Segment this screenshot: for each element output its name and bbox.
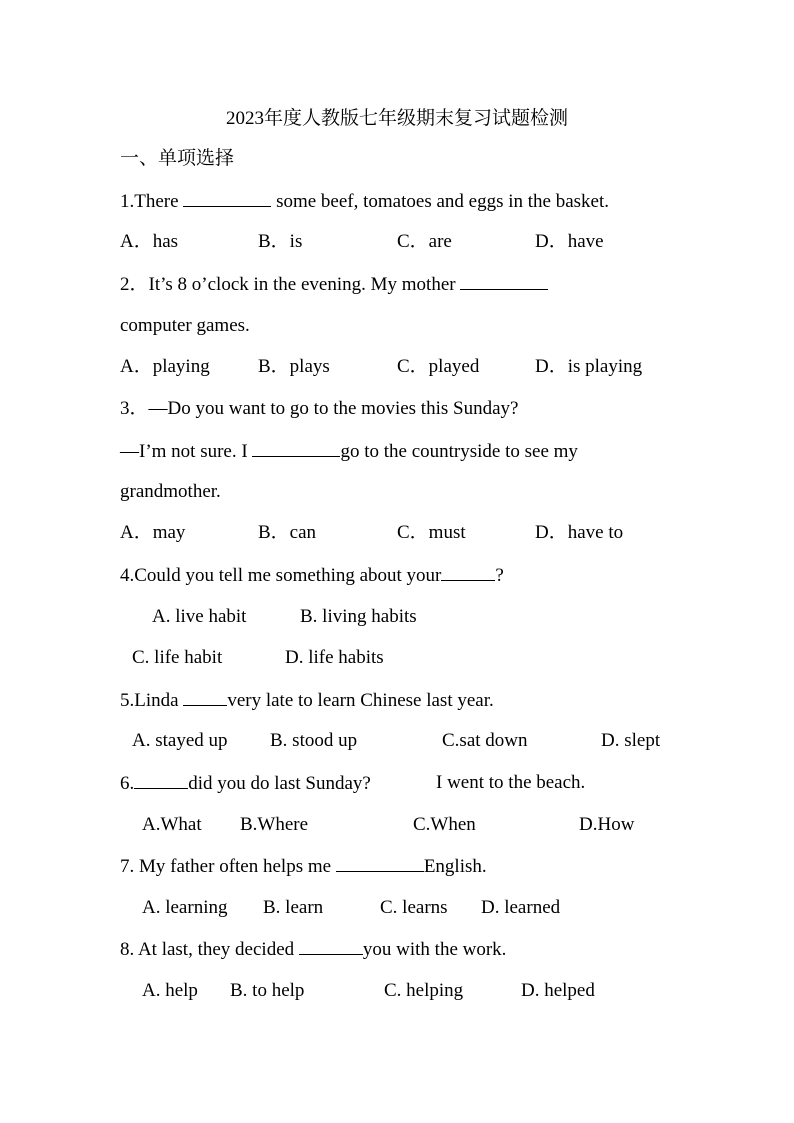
option-a[interactable]: A. learning (142, 897, 228, 918)
answer-blank[interactable] (134, 772, 188, 789)
answer-blank[interactable] (441, 564, 495, 581)
option-a[interactable]: A．playing (120, 356, 210, 377)
section-heading: 一、单项选择 (120, 148, 235, 169)
option-a[interactable]: A．may (120, 522, 186, 543)
option-b[interactable]: B．can (258, 522, 317, 543)
option-b[interactable]: B．is (258, 231, 303, 252)
page-title: 2023年度人教版七年级期末复习试题检测 (225, 108, 568, 129)
question-text: 2．It’s 8 o’clock in the evening. My mother (120, 274, 461, 295)
answer-blank[interactable] (336, 855, 424, 872)
option-b[interactable]: B.Where (240, 814, 309, 835)
option-d[interactable]: D.How (579, 814, 635, 835)
option-d[interactable]: D．have (535, 231, 604, 252)
question-8 (120, 938, 506, 961)
answer-blank[interactable] (299, 938, 363, 955)
answer-blank[interactable] (183, 190, 271, 207)
option-c[interactable]: C. learns (380, 897, 448, 918)
option-a[interactable]: A．has (120, 231, 179, 252)
question-text: go to the countryside to see my (340, 441, 578, 462)
option-a[interactable]: A. help (142, 980, 198, 1001)
question-text: —I’m not sure. I (120, 441, 253, 462)
question-text: did you do last Sunday? (188, 773, 371, 794)
question-1 (120, 190, 609, 213)
question-text: grandmother. (120, 481, 221, 502)
option-d[interactable]: D. helped (521, 980, 595, 1001)
option-c[interactable]: C．are (397, 231, 452, 252)
question-6 (120, 772, 371, 795)
option-c[interactable]: C．played (397, 356, 480, 377)
question-4 (120, 564, 504, 587)
option-d[interactable]: D．have to (535, 522, 624, 543)
question-3: 3．—Do you want to go to the movies this Sunday? (120, 398, 519, 419)
question-text: computer games. (120, 315, 250, 336)
option-a[interactable]: A.What (142, 814, 202, 835)
option-b[interactable]: B. stood up (270, 730, 358, 751)
answer-blank[interactable] (252, 440, 340, 457)
option-d[interactable]: D. learned (481, 897, 561, 918)
question-text: 7. My father often helps me (120, 856, 336, 877)
option-d[interactable]: D. life habits (285, 647, 384, 668)
option-d[interactable]: D．is playing (535, 356, 643, 377)
question-text: 8. At last, they decided (120, 939, 299, 960)
option-b[interactable]: B. learn (263, 897, 324, 918)
question-text: English. (423, 856, 487, 877)
question-5 (120, 689, 494, 712)
question-text: 4.Could you tell me something about your (120, 565, 442, 586)
answer-blank[interactable] (460, 273, 548, 290)
option-c[interactable]: C.When (413, 814, 476, 835)
question-text: some beef, tomatoes and eggs in the basket. (271, 191, 609, 212)
option-b[interactable]: B. living habits (300, 606, 417, 627)
question-7 (120, 855, 487, 878)
question-text: ? (495, 565, 504, 586)
question-2 (120, 273, 548, 296)
option-d[interactable]: D. slept (601, 730, 661, 751)
question-text: 6. (120, 773, 135, 794)
option-a[interactable]: A. stayed up (132, 730, 228, 751)
answer-blank[interactable] (183, 689, 227, 706)
option-c[interactable]: C. life habit (132, 647, 223, 668)
question-text: 1.There (120, 191, 184, 212)
question-text: 5.Linda (120, 690, 184, 711)
question-text: you with the work. (362, 939, 507, 960)
option-a[interactable]: A. live habit (152, 606, 247, 627)
option-b[interactable]: B. to help (230, 980, 305, 1001)
option-b[interactable]: B．plays (258, 356, 330, 377)
answer-text: I went to the beach. (436, 772, 586, 793)
option-c[interactable]: C. helping (384, 980, 464, 1001)
question-text: very late to learn Chinese last year. (227, 690, 494, 711)
question-text (120, 440, 578, 463)
option-c[interactable]: C．must (397, 522, 466, 543)
option-c[interactable]: C.sat down (442, 730, 528, 751)
